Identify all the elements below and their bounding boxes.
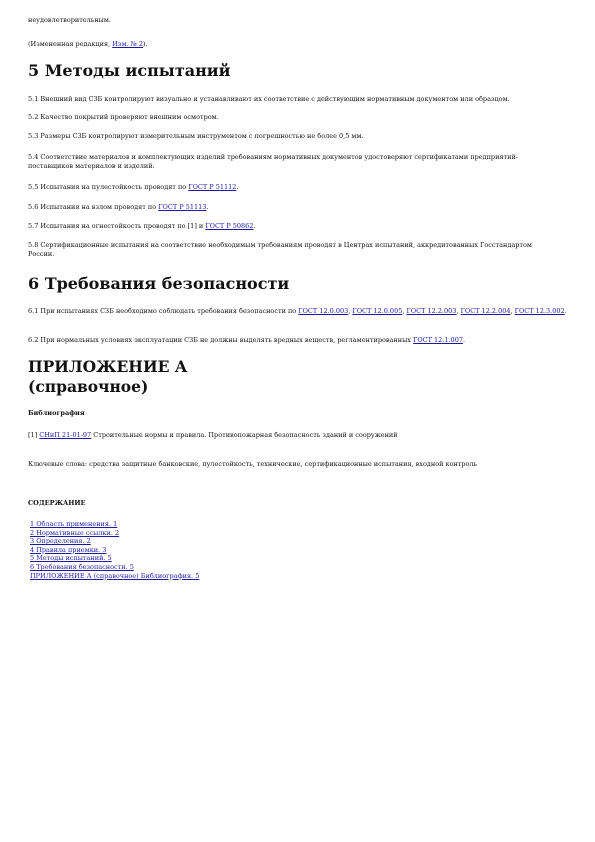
link-gost-12-2-003[interactable]: ГОСТ 12.2.003: [406, 307, 457, 315]
para-5-4: 5.4 Соответствие материалов и комплектующих изделий требованиям нормативных документов удостоверяют сертификатами предприятий-поставщиков материалов и изделий.: [28, 153, 518, 170]
link-snip-21-01-97[interactable]: СНиП 21-01-97: [39, 431, 92, 439]
para-6-2-text: 6.2 При нормальных условиях эксплуатации СЗБ не должны выделять вредных веществ, регламентированных: [28, 336, 414, 344]
link-gost-12-0-003[interactable]: ГОСТ 12.0.003: [298, 307, 349, 315]
change-note: [28, 40, 568, 49]
bib-text: Строительные нормы и правила. Противопожарная безопасность зданий и сооружений: [91, 431, 398, 439]
section-5-title: 5 Методы испытаний: [28, 61, 231, 80]
toc-item[interactable]: 6 Требования безопасности. 5: [30, 562, 134, 571]
link-gost-12-2-004[interactable]: ГОСТ 12.2.004: [460, 307, 511, 315]
para-5-6-end: .: [206, 203, 209, 211]
appendix-title-line2: (справочное): [28, 377, 149, 396]
para-5-5-end: .: [236, 183, 239, 191]
change-link[interactable]: Изм. № 2: [112, 40, 143, 48]
para-5-8: 5.8 Сертификационные испытания на соответствие необходимым требованиям проводят в Центрах испытаний, аккредитованных Госстандартом России.: [28, 241, 532, 258]
toc-item[interactable]: 5 Методы испытаний. 5: [30, 554, 112, 563]
bibliography-entry: [28, 431, 568, 440]
link-gost-r-50862[interactable]: ГОСТ Р 50862: [205, 222, 254, 230]
paragraph-fragment: неудовлетворительным.: [28, 16, 111, 24]
para-5-7-end: .: [253, 222, 256, 230]
toc-item[interactable]: 4 Правила приемки. 3: [30, 545, 107, 554]
toc-item[interactable]: 3 Определения. 2: [30, 537, 91, 546]
link-gost-12-1-007[interactable]: ГОСТ 12.1.007: [413, 336, 463, 344]
para-5-6-text: 5.6 Испытания на взлом проводят по: [28, 203, 159, 211]
link-gost-r-51113[interactable]: ГОСТ Р 51113: [158, 203, 207, 211]
change-note-suffix: ).: [143, 40, 148, 48]
section-6-title: 6 Требования безопасности: [28, 274, 290, 293]
link-gost-12-3-002[interactable]: ГОСТ 12.3.002: [514, 307, 565, 315]
para-5-2: 5.2 Качество покрытий проверяют внешним осмотром.: [28, 113, 219, 121]
keywords: Ключевые слова: средства защитные банковские, пулестойкость, технические, сертификационные испытания, входной контроль: [28, 460, 478, 468]
para-6-2: [28, 336, 568, 345]
bib-prefix: [1]: [28, 431, 40, 439]
toc-item[interactable]: 1 Область применения. 1: [30, 520, 118, 528]
para-6-1: 6.1 При испытаниях СЗБ необходимо соблюдать требования безопасности по ГОСТ 12.0.003, ГОСТ 12.0.005, ГОСТ 12.2.003, ГОСТ 12.2.004, ГОСТ 12.3.002.: [28, 307, 567, 315]
para-5-5: [28, 183, 568, 192]
toc-item[interactable]: 2 Нормативные ссылки. 2: [30, 528, 120, 537]
toc-heading: СОДЕРЖАНИЕ: [28, 499, 86, 507]
para-6-1-text: 6.1 При испытаниях СЗБ необходимо соблюдать требования безопасности по: [28, 307, 299, 315]
bibliography-heading: Библиография: [28, 409, 85, 417]
link-gost-r-51112[interactable]: ГОСТ Р 51112: [188, 183, 237, 191]
para-5-5-text: 5.5 Испытания на пулестойкость проводят по: [28, 183, 189, 191]
table-of-contents: [30, 520, 199, 580]
para-5-1: 5.1 Внешний вид СЗБ контролируют визуально и устанавливают их соответствие с действующим нормативным документом или образцом.: [28, 95, 510, 103]
para-6-2-end: .: [462, 336, 466, 344]
para-5-7: [28, 222, 568, 231]
para-5-6: [28, 203, 568, 212]
link-gost-12-0-005[interactable]: ГОСТ 12.0.005: [352, 307, 403, 315]
para-5-7-text: 5.7 Испытания на огнестойкость проводят по [1] и: [28, 222, 206, 230]
change-note-prefix: (Измененная редакция,: [28, 40, 113, 48]
para-5-3: 5.3 Размеры СЗБ контролируют измерительным инструментом с погрешностью не более 0,5 мм.: [28, 132, 364, 140]
appendix-title-line1: ПРИЛОЖЕНИЕ А: [28, 357, 188, 376]
toc-item[interactable]: ПРИЛОЖЕНИЕ А (справочное) Библиография. 5: [30, 571, 200, 580]
